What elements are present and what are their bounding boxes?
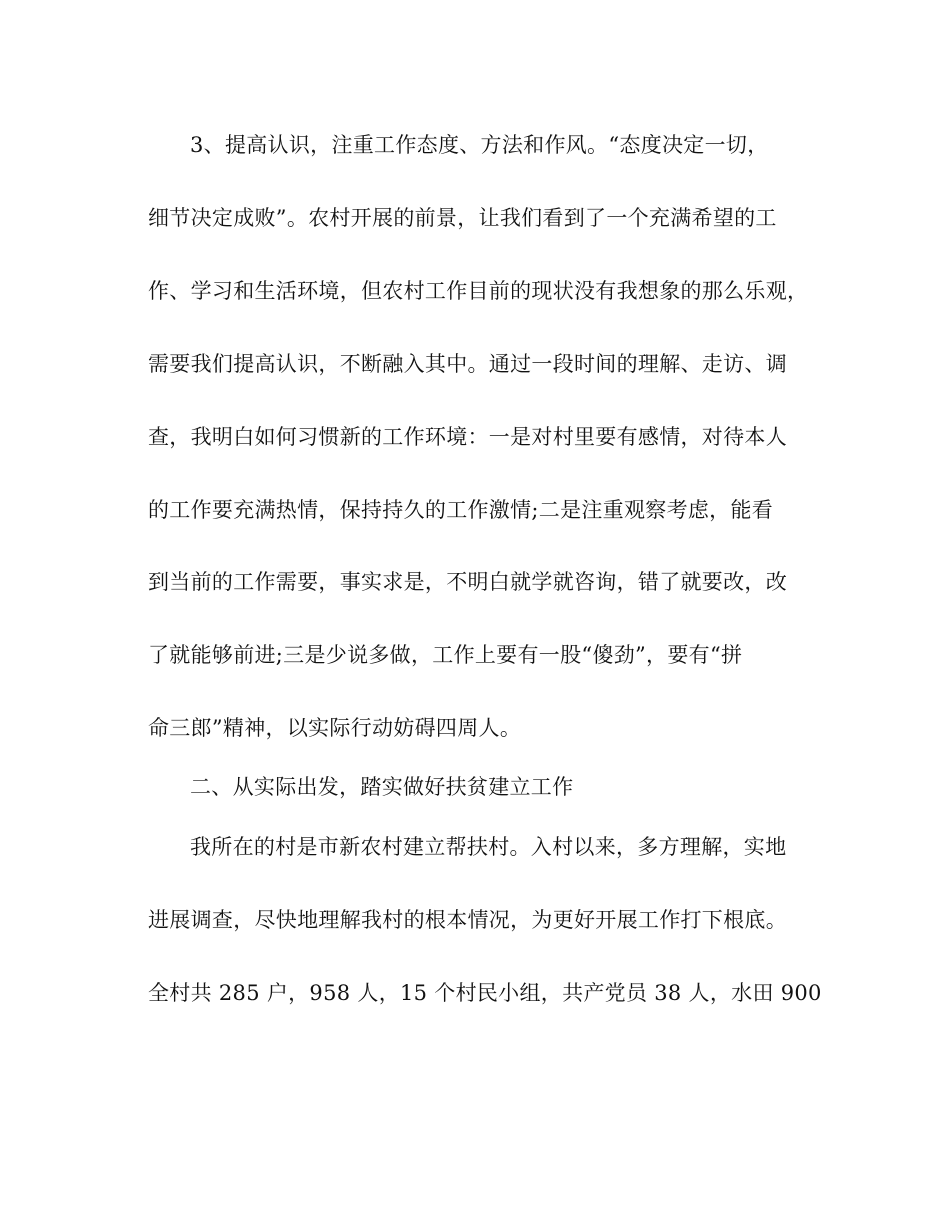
- paragraph-line: 作、学习和生活环境，但农村工作目前的现状没有我想象的那么乐观，: [148, 279, 809, 303]
- paragraph-line: 细节决定成败”。农村开展的前景，让我们看到了一个充满希望的工: [148, 206, 777, 230]
- paragraph-line: 我所在的村是市新农村建立帮扶村。入村以来，多方理解，实地: [190, 835, 787, 859]
- paragraph-line: 了就能够前进;三是少说多做，工作上要有一股“傻劲”，要有“拼: [148, 643, 743, 667]
- paragraph-line: 的工作要充满热情，保持持久的工作激情;二是注重观察考虑，能看: [148, 498, 774, 522]
- paragraph-line: 需要我们提高认识，不断融入其中。通过一段时间的理解、走访、调: [148, 352, 787, 376]
- paragraph-line: 到当前的工作需要，事实求是，不明白就学就咨询，错了就要改，改: [148, 570, 787, 594]
- section-heading: 二、从实际出发，踏实做好扶贫建立工作: [190, 775, 574, 799]
- paragraph-line: 命三郎”精神，以实际行动妨碍四周人。: [148, 716, 522, 740]
- paragraph-line: 查，我明白如何习惯新的工作环境：一是对村里要有感情，对待本人: [148, 425, 787, 449]
- paragraph-line: 全村共 285 户，958 人，15 个村民小组，共产党员 38 人，水田 900: [148, 981, 822, 1005]
- paragraph-line: 3、提高认识，注重工作态度、方法和作风。“态度决定一切，: [190, 133, 769, 157]
- paragraph-line: 进展调查，尽快地理解我村的根本情况，为更好开展工作打下根底。: [148, 908, 787, 932]
